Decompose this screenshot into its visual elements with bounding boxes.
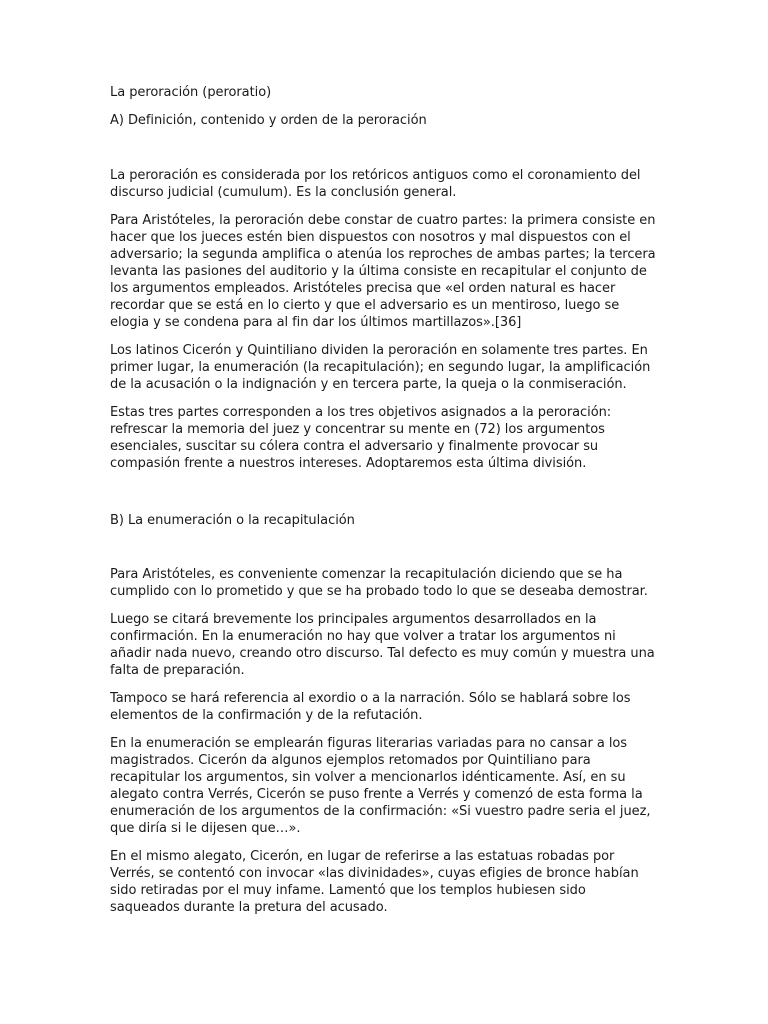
section-a-heading: A) Definición, contenido y orden de la peroración <box>110 113 427 128</box>
section-a-paragraph-3: Los latinos Cicerón y Quintiliano dividen la peroración en solamente tres partes. En primer lugar, la enumeración (la recapitulación); en segundo lugar, la amplificación de la acusación o la indignación y en tercera parte, la queja o la conmiseración. <box>110 343 651 392</box>
section-a-paragraph-2: Para Aristóteles, la peroración debe constar de cuatro partes: la primera consiste en hacer que los jueces estén bien dispuestos con nosotros y mal dispuestos con el adversario; la segunda amplifica o atenúa los reproches de ambas partes; la tercera levanta las pasiones del auditorio y la última consiste en recapitular el conjunto de los argumentos empleados. Aristóteles precisa que «el orden natural es hacer recordar que se está en lo cierto y que el adversario es un mentiroso, luego se elogia y se condena para al fin dar los últimos martillazos».[36] <box>110 213 656 330</box>
section-a-paragraph-1: La peroración es considerada por los retóricos antiguos como el coronamiento del discurso judicial (cumulum). Es la conclusión general. <box>110 168 641 200</box>
section-b-paragraph-3: Tampoco se hará referencia al exordio o a la narración. Sólo se hablará sobre los elementos de la confirmación y de la refutación. <box>110 691 631 723</box>
section-b-heading: B) La enumeración o la recapitulación <box>110 513 355 528</box>
section-b-paragraph-2: Luego se citará brevemente los principales argumentos desarrollados en la confirmación. En la enumeración no hay que volver a tratar los argumentos ni añadir nada nuevo, creando otro discurso. Tal defecto es muy común y muestra una falta de preparación. <box>110 612 655 678</box>
document-title: La peroración (peroratio) <box>110 85 272 100</box>
section-b-paragraph-1: Para Aristóteles, es conveniente comenzar la recapitulación diciendo que se ha cumplido con lo prometido y que se ha probado todo lo que se deseaba demostrar. <box>110 567 648 599</box>
section-a-paragraph-4: Estas tres partes corresponden a los tres objetivos asignados a la peroración: refrescar la memoria del juez y concentrar su mente en (72) los argumentos esenciales, suscitar su cólera contra el adversario y finalmente provocar su compasión frente a nuestros intereses. Adoptaremos esta última división. <box>110 405 612 471</box>
document-page <box>110 84 658 927</box>
section-b-paragraph-5: En el mismo alegato, Cicerón, en lugar de referirse a las estatuas robadas por Verrés, se contentó con invocar «las divinidades», cuyas efigies de bronce habían sido retiradas por el muy infame. Lamentó que los templos hubiesen sido saqueados durante la pretura del acusado. <box>110 849 639 915</box>
section-b-paragraph-4: En la enumeración se emplearán figuras literarias variadas para no cansar a los magistrados. Cicerón da algunos ejemplos retomados por Quintiliano para recapitular los argumentos, sin volver a mencionarlos idénticamente. Así, en su alegato contra Verrés, Cicerón se puso frente a Verrés y comenzó de esta forma la enumeración de los argumentos de la confirmación: «Si vuestro padre seria el juez, que diría si le dijesen que…». <box>110 736 651 836</box>
